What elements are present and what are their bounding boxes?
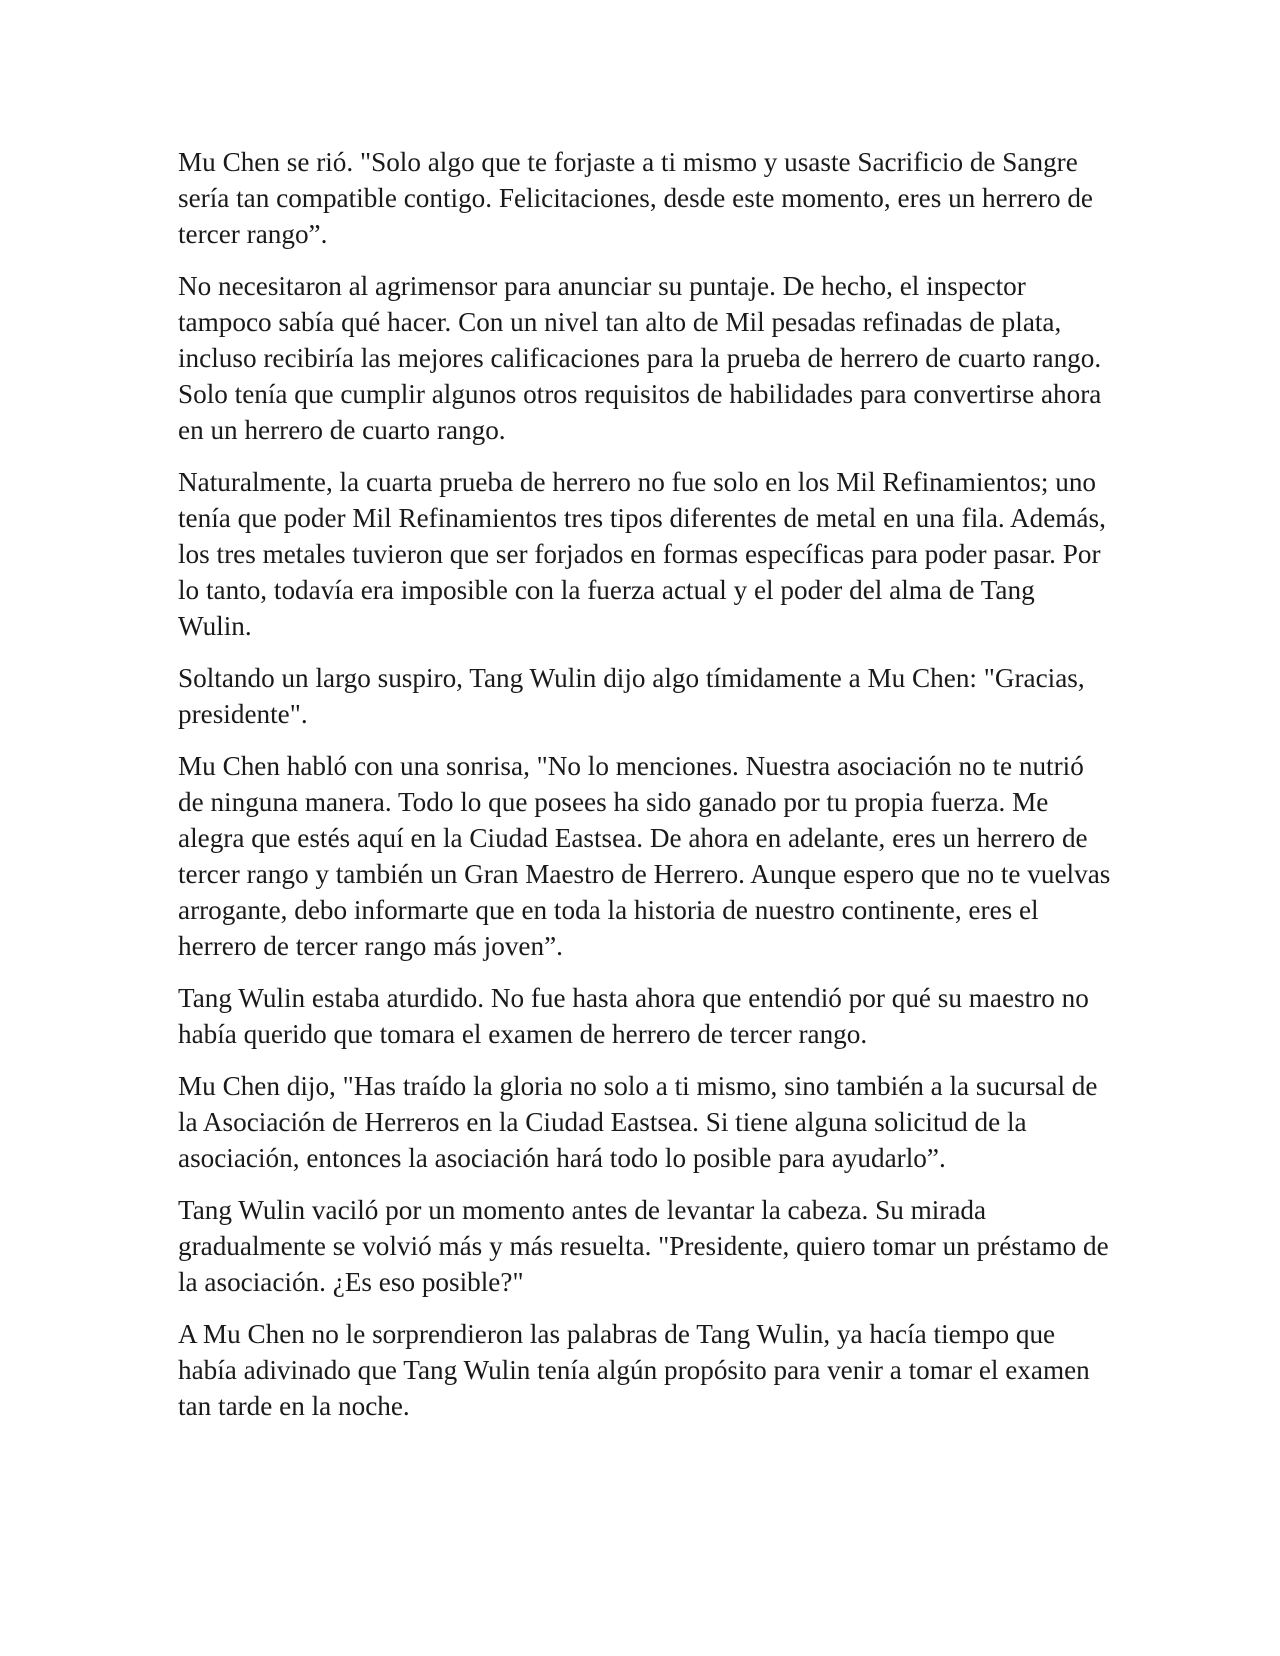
- paragraph: Naturalmente, la cuarta prueba de herrero no fue solo en los Mil Refinamientos; uno tenía que poder Mil Refinamientos tres tipos diferentes de metal en una fila. Además, los tres metales tuvieron que ser forjados en formas específicas para poder pasar. Por lo tanto, todavía era imposible con la fuerza actual y el poder del alma de Tang Wulin.: [178, 467, 1106, 641]
- paragraph: Tang Wulin vaciló por un momento antes de levantar la cabeza. Su mirada gradualmente se volvió más y más resuelta. "Presidente, quiero tomar un préstamo de la asociación. ¿Es eso posible?": [178, 1195, 1109, 1297]
- paragraph: A Mu Chen no le sorprendieron las palabras de Tang Wulin, ya hacía tiempo que había adivinado que Tang Wulin tenía algún propósito para venir a tomar el examen tan tarde en la noche.: [178, 1319, 1090, 1421]
- paragraph: Soltando un largo suspiro, Tang Wulin dijo algo tímidamente a Mu Chen: "Gracias, presidente".: [178, 663, 1085, 729]
- paragraph: Mu Chen habló con una sonrisa, "No lo menciones. Nuestra asociación no te nutrió de ninguna manera. Todo lo que posees ha sido ganado por tu propia fuerza. Me alegra que estés aquí en la Ciudad Eastsea. De ahora en adelante, eres un herrero de tercer rango y también un Gran Maestro de Herrero. Aunque espero que no te vuelvas arrogante, debo informarte que en toda la historia de nuestro continente, eres el herrero de tercer rango más joven”.: [178, 751, 1111, 961]
- paragraph: No necesitaron al agrimensor para anunciar su puntaje. De hecho, el inspector tampoco sabía qué hacer. Con un nivel tan alto de Mil pesadas refinadas de plata, incluso recibiría las mejores calificaciones para la prueba de herrero de cuarto rango. Solo tenía que cumplir algunos otros requisitos de habilidades para convertirse ahora en un herrero de cuarto rango.: [178, 271, 1102, 445]
- paragraph: Mu Chen se rió. "Solo algo que te forjaste a ti mismo y usaste Sacrificio de Sangre sería tan compatible contigo. Felicitaciones, desde este momento, eres un herrero de tercer rango”.: [178, 147, 1093, 249]
- paragraph: Mu Chen dijo, "Has traído la gloria no solo a ti mismo, sino también a la sucursal de la Asociación de Herreros en la Ciudad Eastsea. Si tiene alguna solicitud de la asociación, entonces la asociación hará todo lo posible para ayudarlo”.: [178, 1071, 1098, 1173]
- body-text: [178, 144, 1113, 1424]
- paragraph: Tang Wulin estaba aturdido. No fue hasta ahora que entendió por qué su maestro no había querido que tomara el examen de herrero de tercer rango.: [178, 983, 1089, 1049]
